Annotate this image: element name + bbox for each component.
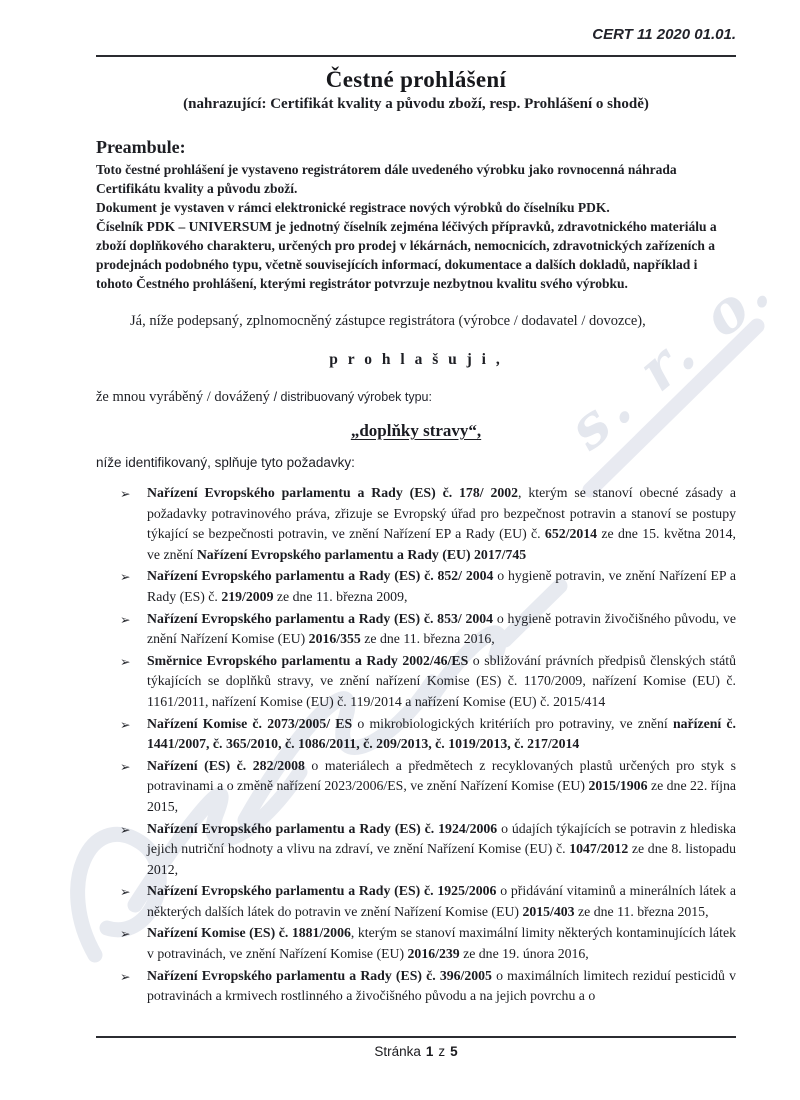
requirement-item — [120, 819, 736, 881]
requirement-text: Nařízení Evropského parlamentu a Rady (ES) č. 1925/2006 o přidávání vitaminů a minerálních látek a některých dalších látek do potravin ve znění Nařízení Komise (EU) 2015/403 ze dne 11. března 2015, — [147, 883, 736, 919]
arrow-bullet-icon: ➢ — [120, 759, 131, 774]
requirement-item — [120, 966, 736, 1007]
doc-code: CERT 11 2020 01.01. — [592, 26, 736, 43]
requirement-item — [120, 651, 736, 713]
arrow-bullet-icon: ➢ — [120, 822, 131, 837]
declare-word: p r o h l a š u j i , — [329, 351, 503, 368]
requirement-item — [120, 714, 736, 755]
footer-divider — [96, 1036, 736, 1038]
requirement-text: Nařízení Evropského parlamentu a Rady (ES) č. 852/ 2004 o hygieně potravin, ve znění Nařízení EP a Rady (ES) č. 219/2009 ze dne 11. března 2009, — [147, 568, 737, 604]
page-title: Čestné prohlášení — [325, 67, 507, 92]
header-divider — [96, 55, 736, 57]
page-number-total: 5 — [450, 1044, 458, 1059]
requirement-item — [120, 881, 736, 922]
requirement-text: Nařízení Komise (ES) č. 1881/2006, kterým se stanoví maximální limity některých kontaminujících látek v potravinách, ve znění Nařízení Komise (EU) 2016/239 ze dne 19. února 2016, — [147, 925, 736, 962]
arrow-bullet-icon: ➢ — [120, 487, 131, 501]
arrow-bullet-icon: ➢ — [120, 885, 131, 900]
preamble-paragraph: Toto čestné prohlášení je vystaveno registrátorem dále uvedeného výrobku jako rovnocenná náhrada Certifikátu kvality a původu zboží. — [96, 162, 677, 196]
requirements-list — [120, 483, 736, 1007]
requirement-item — [120, 609, 736, 650]
requirement-text: Směrnice Evropského parlamentu a Rady 2002/46/ES o sbližování právních předpisů členských států týkajících se doplňků stravy, ve znění nařízení Komise (ES) č. 1170/2009, nařízení Komise (EU) č. 1161/2011, nařízení Komise (EU) č. 119/2014 a nařízení Komise (EU) č. 2015/414 — [147, 652, 736, 709]
arrow-bullet-icon: ➢ — [120, 654, 131, 669]
page-subtitle: (nahrazující: Certifikát kvality a původu zboží, resp. Prohlášení o shodě) — [183, 96, 649, 112]
requirement-item — [120, 923, 736, 964]
product-type: „doplňky stravy“, — [350, 421, 482, 440]
product-intro-serif: že mnou vyráběný / dovážený — [96, 389, 270, 405]
requirement-item — [120, 483, 736, 565]
requirement-text: Nařízení (ES) č. 282/2008 o materiálech a předmětech z recyklovaných plastů určených pro styk s potravinami a o změně nařízení 2023/2006/ES, ve znění Nařízení Komise (EU) 2015/1906 ze dne 22. října 2015, — [147, 757, 737, 814]
requirement-text: Nařízení Evropského parlamentu a Rady (ES) č. 1924/2006 o údajích týkajících se potravin z hlediska jejich nutriční hodnoty a vlivu na zdraví, ve znění Nařízení Komise (EU) č. 1047/2012 ze dne 8. listopadu 2012, — [147, 820, 737, 877]
requirement-text: Nařízení Komise č. 2073/2005/ ES o mikrobiologických kritériích pro potraviny, ve znění nařízení č. 1441/2007, č. 365/2010, č. 1086/2011, č. 209/2013, č. 1019/2013, č. 217/2014 — [147, 715, 736, 752]
requirement-text: Nařízení Evropského parlamentu a Rady (ES) č. 853/ 2004 o hygieně potravin živočišného původu, ve znění Nařízení Komise (EU) 2016/355 ze dne 11. března 2016, — [147, 610, 736, 647]
arrow-bullet-icon: ➢ — [120, 612, 131, 627]
requirement-item — [120, 756, 736, 818]
preamble-heading: Preambule: — [96, 137, 186, 157]
preamble-paragraph: Dokument je vystaven v rámci elektronické registrace nových výrobků do číselníku PDK. — [96, 200, 610, 215]
requirement-item — [120, 566, 736, 607]
requirement-text: Nařízení Evropského parlamentu a Rady (ES) č. 178/ 2002, kterým se stanoví obecné zásady a požadavky potravinového práva, zřizuje se Evropský úřad pro bezpečnost potravin a stanoví se postupy týkající se bezpečnosti potravin, ve znění Nařízení EP a Rady (EU) č. 652/2014 ze dne 15. května 2014, ve znění Nařízení Evropského parlamentu a Rady (EU) 2017/745 — [147, 485, 736, 562]
preamble-paragraph: Číselník PDK – UNIVERSUM je jednotný číselník zejména léčivých přípravků, zdravotnického materiálu a zboží doplňkového charakteru, určených pro prodej v lékárnách, nemocnicích, zdravotnických zařízeních a prodejnách podobného typu, včetně souvisejících informací, dokumentace a dalších dokladů, například i tohoto Čestného prohlášení, kterými registrátor potvrzuje nezbytnou kvalitu svého výrobku. — [96, 219, 717, 291]
page-number — [96, 1044, 736, 1059]
arrow-bullet-icon: ➢ — [120, 570, 131, 585]
requirements-intro: níže identifikovaný, splňuje tyto požadavky: — [96, 455, 355, 470]
arrow-bullet-icon: ➢ — [120, 717, 131, 732]
page-number-separator: z — [438, 1044, 446, 1059]
product-intro-sans: / distribuovaný výrobek typu: — [273, 390, 432, 404]
page-number-label: Stránka — [374, 1044, 421, 1059]
product-type-line — [96, 421, 736, 441]
requirement-text: Nařízení Evropského parlamentu a Rady (ES) č. 396/2005 o maximálních limitech reziduí pesticidů v potravinách a krmivech rostlinného a živočišného původu a na jejich povrchu a o — [147, 967, 736, 1004]
preamble — [96, 160, 736, 293]
arrow-bullet-icon: ➢ — [120, 969, 131, 984]
declarant-line: Já, níže podepsaný, zplnomocněný zástupce registrátora (výrobce / dodavatel / dovozce), — [130, 313, 646, 329]
arrow-bullet-icon: ➢ — [120, 927, 131, 942]
product-intro-line — [96, 389, 736, 406]
watermark-text: s. r. o. — [555, 253, 787, 463]
page-number-current: 1 — [425, 1044, 434, 1059]
